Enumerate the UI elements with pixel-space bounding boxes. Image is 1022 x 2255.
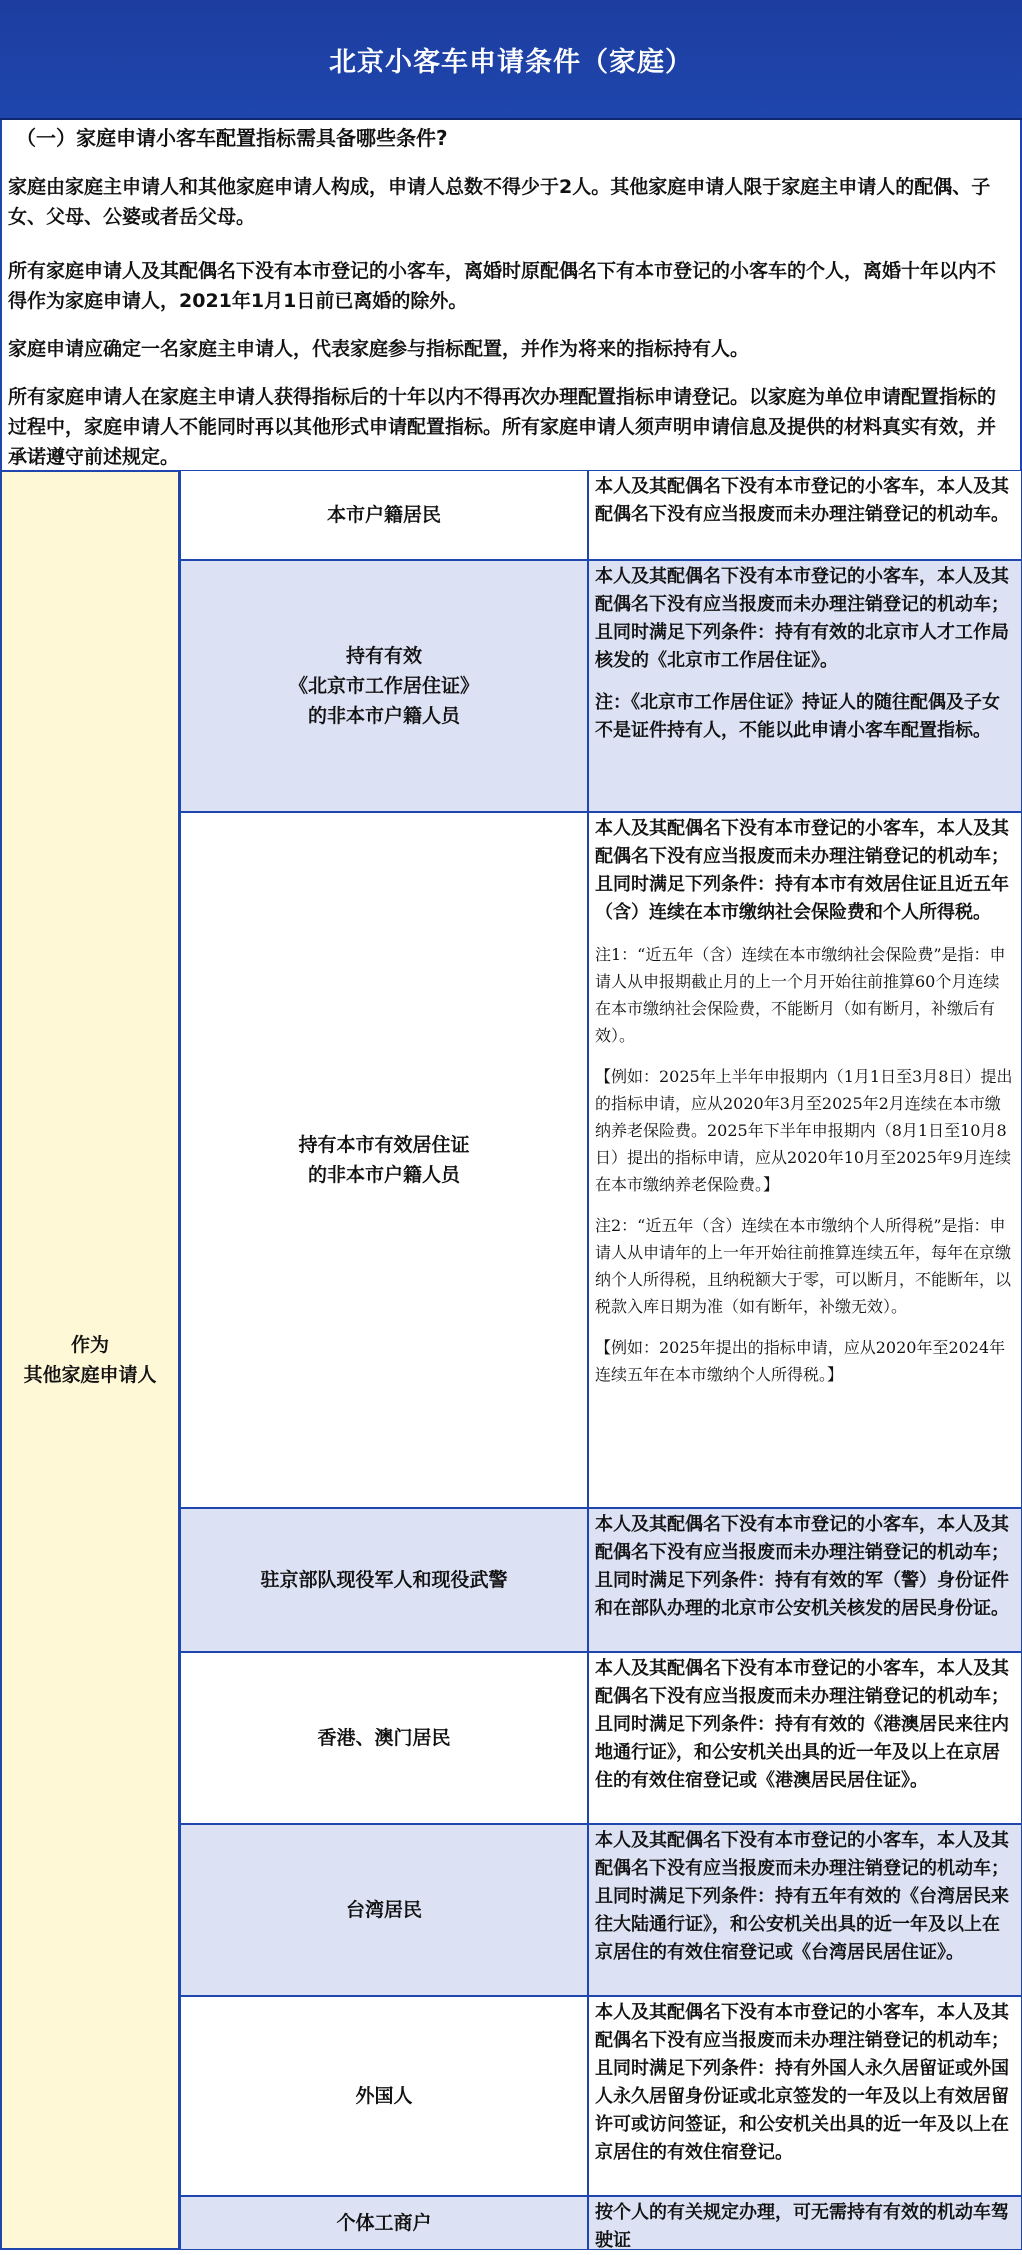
conditions-cell (588, 560, 1022, 812)
condition-example: 【例如：2025年上半年申报期内（1月1日至3月8日）提出的指标申请，应从2020年3月至2025年2月连续在本市缴纳养老保险费。2025年下半年申报期内（8月1日至10月8日）提出的指标申请，应从2020年10月至2025年9月连续在本市缴纳养老保险费。】 (595, 1067, 1013, 1194)
table-row (180, 1652, 1022, 1824)
category-cell (180, 470, 588, 560)
category-label: 个体工商户 (336, 2212, 432, 2234)
table-row (180, 560, 1022, 812)
category-cell (180, 1508, 588, 1652)
conditions-cell (588, 1652, 1022, 1824)
intro-section (0, 120, 1022, 470)
section-question: （一）家庭申请小客车配置指标需具备哪些条件? (16, 126, 448, 150)
category-label: 台湾居民 (345, 1899, 422, 1921)
category-cell (180, 1824, 588, 1996)
condition-text: 本人及其配偶名下没有本市登记的小客车，本人及其配偶名下没有应当报废而未办理注销登记的机动车；且同时满足下列条件：持有本市有效居住证且近五年（含）连续在本市缴纳社会保险费和个人所得税。 (595, 818, 1009, 923)
conditions-cell (588, 2196, 1022, 2250)
category-label: 驻京部队现役军人和现役武警 (260, 1569, 508, 1591)
conditions-cell (588, 470, 1022, 560)
conditions-cell (588, 1508, 1022, 1652)
table-row (180, 812, 1022, 1508)
condition-note: 注1：“近五年（含）连续在本市缴纳社会保险费”是指：申请人从申报期截止月的上一个月开始往前推算60个月连续在本市缴纳社会保险费，不能断月（如有断月，补缴后有效）。 (595, 945, 1006, 1045)
category-label: 外国人 (355, 2085, 413, 2107)
table-row (180, 1996, 1022, 2196)
conditions-cell (588, 1824, 1022, 1996)
category-cell (180, 812, 588, 1508)
condition-text: 本人及其配偶名下没有本市登记的小客车，本人及其配偶名下没有应当报废而未办理注销登记的机动车；且同时满足下列条件：持有有效的军（警）身份证件和在部队办理的北京市公安机关核发的居民身份证。 (595, 1514, 1009, 1619)
intro-paragraph: 家庭申请应确定一名家庭主申请人，代表家庭参与指标配置，并作为将来的指标持有人。 (8, 338, 750, 360)
conditions-cell (588, 812, 1022, 1508)
category-cell (180, 1996, 588, 2196)
conditions-table (0, 470, 1022, 2250)
category-label: 本市户籍居民 (326, 504, 441, 526)
intro-paragraph: 家庭由家庭主申请人和其他家庭申请人构成，申请人总数不得少于2人。其他家庭申请人限于家庭主申请人的配偶、子女、父母、公婆或者岳父母。 (8, 176, 991, 228)
category-label: 持有有效 《北京市工作居住证》 的非本市户籍人员 (288, 645, 479, 727)
page-title: 北京小客车申请条件（家庭） (329, 46, 693, 78)
table-row (180, 1824, 1022, 1996)
condition-text: 本人及其配偶名下没有本市登记的小客车，本人及其配偶名下没有应当报废而未办理注销登记的机动车；且同时满足下列条件：持有五年有效的《台湾居民来往大陆通行证》，和公安机关出具的近一年及以上在京居住的有效住宿登记或《台湾居民居住证》。 (595, 1830, 1009, 1963)
intro-paragraph: 所有家庭申请人在家庭主申请人获得指标后的十年以内不得再次办理配置指标申请登记。以家庭为单位申请配置指标的过程中，家庭申请人不能同时再以其他形式申请配置指标。所有家庭申请人须声明申请信息及提供的材料真实有效，并承诺遵守前述规定。 (8, 386, 997, 468)
category-label: 持有本市有效居住证 的非本市户籍人员 (298, 1134, 470, 1186)
condition-text: 本人及其配偶名下没有本市登记的小客车，本人及其配偶名下没有应当报废而未办理注销登记的机动车。 (595, 476, 1009, 525)
condition-text: 本人及其配偶名下没有本市登记的小客车，本人及其配偶名下没有应当报废而未办理注销登记的机动车；且同时满足下列条件：持有有效的《港澳居民来往内地通行证》，和公安机关出具的近一年及以上在京居住的有效住宿登记或《港澳居民居住证》。 (595, 1658, 1009, 1791)
applicant-role-label: 作为 其他家庭申请人 (23, 1334, 157, 1386)
category-cell (180, 560, 588, 812)
category-cell (180, 2196, 588, 2250)
category-cell (180, 1652, 588, 1824)
condition-example: 【例如：2025年提出的指标申请，应从2020年至2024年连续五年在本市缴纳个人所得税。】 (595, 1338, 1006, 1384)
condition-note: 注2：“近五年（含）连续在本市缴纳个人所得税”是指：申请人从申请年的上一年开始往前推算连续五年，每年在京缴纳个人所得税，且纳税额大于零，可以断月，不能断年，以税款入库日期为准（如有断年，补缴无效）。 (595, 1216, 1012, 1316)
table-row (180, 2196, 1022, 2250)
intro-paragraph: 所有家庭申请人及其配偶名下没有本市登记的小客车，离婚时原配偶名下有本市登记的小客车的个人，离婚十年以内不得作为家庭申请人，2021年1月1日前已离婚的除外。 (8, 260, 997, 312)
table-row (180, 1508, 1022, 1652)
applicant-role-cell (0, 470, 180, 2250)
condition-note: 注：《北京市工作居住证》持证人的随往配偶及子女不是证件持有人，不能以此申请小客车配置指标。 (595, 692, 1000, 741)
condition-text: 本人及其配偶名下没有本市登记的小客车，本人及其配偶名下没有应当报废而未办理注销登记的机动车；且同时满足下列条件：持有有效的北京市人才工作局核发的《北京市工作居住证》。 (595, 566, 1009, 671)
conditions-cell (588, 1996, 1022, 2196)
title-banner (0, 0, 1022, 120)
condition-text: 按个人的有关规定办理，可无需持有有效的机动车驾驶证 (595, 2202, 1009, 2251)
category-label: 香港、澳门居民 (317, 1727, 451, 1749)
table-row (180, 470, 1022, 560)
condition-text: 本人及其配偶名下没有本市登记的小客车，本人及其配偶名下没有应当报废而未办理注销登记的机动车；且同时满足下列条件：持有外国人永久居留证或外国人永久居留身份证或北京签发的一年及以上有效居留许可或访问签证，和公安机关出具的近一年及以上在京居住的有效住宿登记。 (595, 2002, 1009, 2163)
